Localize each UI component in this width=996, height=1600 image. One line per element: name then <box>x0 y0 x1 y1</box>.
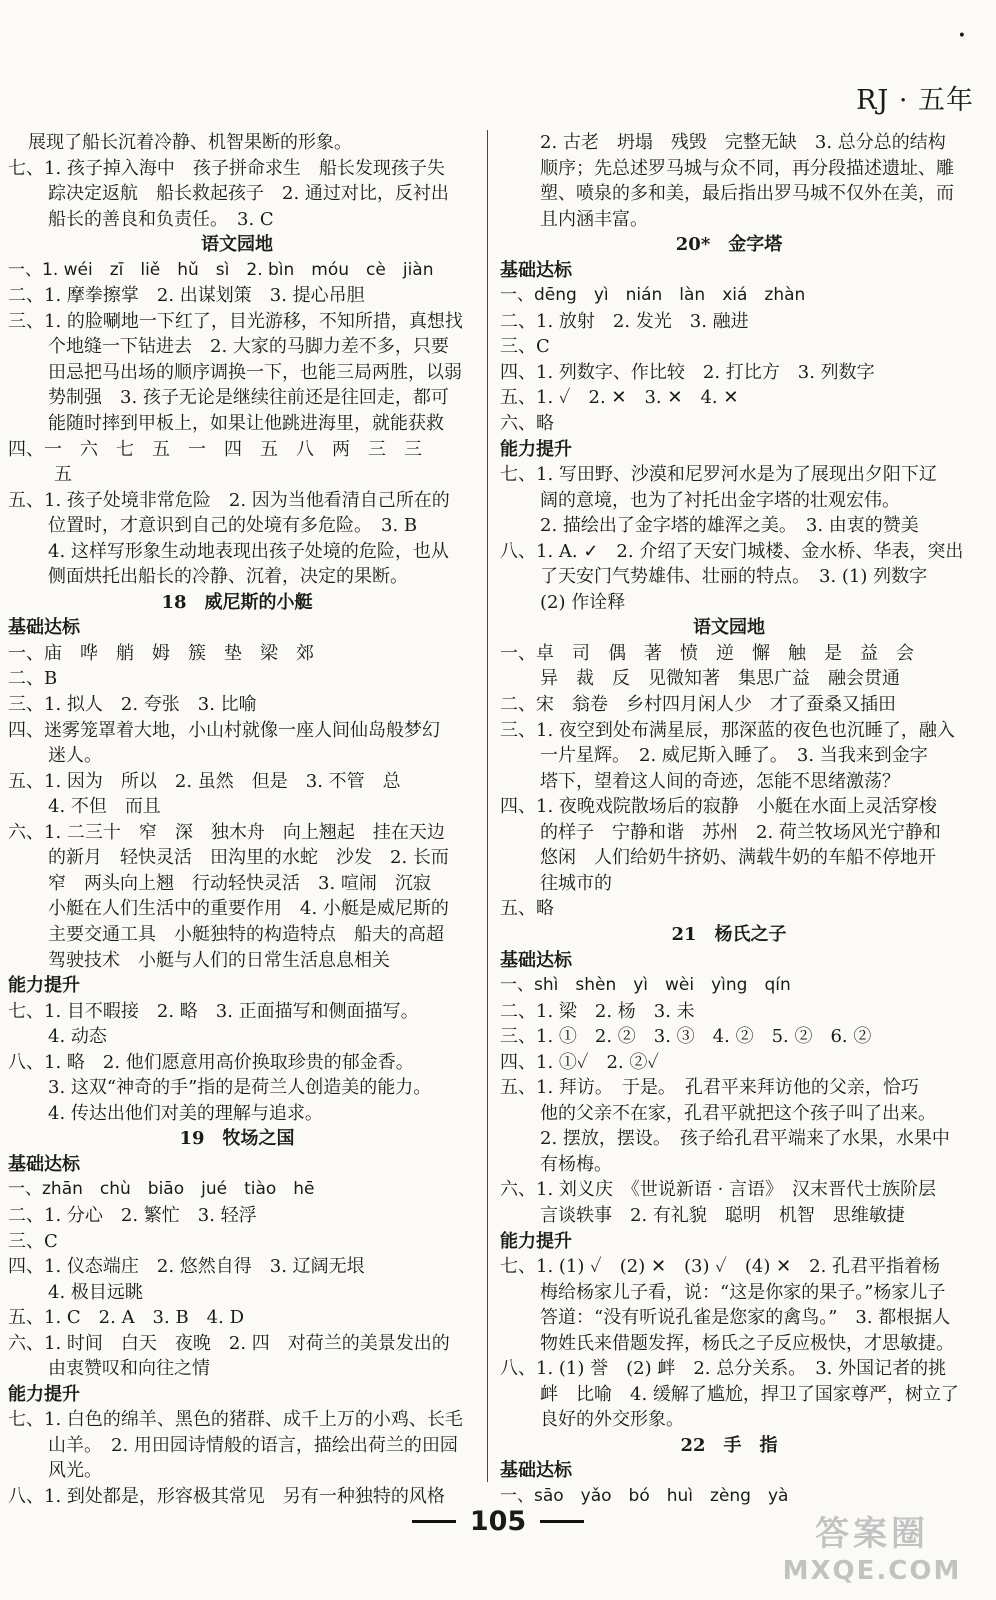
answer-line: 二、1. 分心 2. 繁忙 3. 轻浮 <box>8 1204 257 1226</box>
section-title: 20* 金字塔 <box>675 234 783 256</box>
answer-line: 异 裁 反 见微知著 集思广益 融会贯通 <box>540 668 900 690</box>
subsection-heading: 基础达标 <box>8 617 80 639</box>
answer-line: 四、1. ①✓ 2. ②✓ <box>500 1051 660 1073</box>
answer-line: 六、1. 时间 白天 夜晚 2. 四 对荷兰的美景发出的 <box>8 1332 450 1354</box>
answer-line: 一、zhān chù biāo jué tiào hē <box>8 1179 315 1200</box>
answer-line: 窄 两头向上翘 行动轻快灵活 3. 喧闹 沉寂 <box>48 872 431 894</box>
answer-line: 能随时摔到甲板上，如果让他跳进海里，就能获救 <box>48 413 444 435</box>
answer-line: 八、1. (1) 誉 (2) 衅 2. 总分关系。 3. 外国记者的挑 <box>500 1358 947 1380</box>
answer-line: 4. 传达出他们对美的理解与追求。 <box>48 1102 323 1124</box>
answer-line: 七、1. 白色的绵羊、黑色的猪群、成千上万的小鸡、长毛 <box>8 1409 463 1431</box>
answer-line: 2. 古老 坍塌 残毁 完整无缺 3. 总分总的结构 <box>540 132 946 153</box>
answer-line: 4. 不但 而且 <box>48 796 161 818</box>
answer-line: 五、1. ✓ 2. ✕ 3. ✕ 4. ✕ <box>500 387 739 409</box>
answer-line: 主要交通工具 小艇独特的构造特点 船夫的高超 <box>48 923 444 945</box>
answer-line: 悠闲 人们给奶牛挤奶、满载牛奶的车船不停地开 <box>540 847 936 869</box>
answer-line: 八、1. A. ✓ 2. 介绍了天安门城楼、金水桥、华表，突出 <box>500 540 964 562</box>
answer-line: 二、1. 梁 2. 杨 3. 未 <box>500 1000 695 1022</box>
section-title: 语文园地 <box>693 617 765 639</box>
answer-line: 势制强 3. 孩子无论是继续往前还是往回走，都可 <box>48 387 449 409</box>
answer-line: 五 <box>54 464 72 486</box>
subsection-heading: 基础达标 <box>8 1153 80 1175</box>
answer-line: 三、C <box>500 336 550 358</box>
answer-line: 田忌把马出场的顺序调换一下，也能三局两胜，以弱 <box>48 361 462 383</box>
answer-line: 塑、喷泉的多和美，最后指出罗马城不仅外在美，而 <box>540 183 954 205</box>
answer-line: 三、1. ① 2. ② 3. ③ 4. ② 5. ② 6. ② <box>500 1026 872 1048</box>
answer-line: 塔下，望着这人间的奇迹，怎能不思绪激荡？ <box>540 770 900 792</box>
answer-line: 4. 这样写形象生动地表现出孩子处境的危险，也从 <box>48 540 449 562</box>
page-number: 105 <box>469 1505 527 1537</box>
answer-line: 小艇在人们生活中的重要作用 4. 小艇是威尼斯的 <box>48 898 449 920</box>
answer-line: 梅给杨家儿子看，说：“这是你家的果子。”杨家儿子 <box>540 1281 946 1303</box>
answer-line: 二、B <box>8 668 58 690</box>
answer-line: 3. 这双“神奇的手”指的是荷兰人创造美的能力。 <box>48 1077 432 1099</box>
answer-line: 良好的外交形象。 <box>540 1409 684 1431</box>
answer-line: 四、1. 列数字、作比较 2. 打比方 3. 列数字 <box>500 361 875 383</box>
answer-line: 言谈轶事 2. 有礼貌 聪明 机智 思维敏捷 <box>540 1204 905 1226</box>
answer-line: 三、1. 夜空到处布满星辰，那深蓝的夜色也沉睡了，融入 <box>500 719 955 741</box>
answer-line: 二、1. 放射 2. 发光 3. 融进 <box>500 310 749 332</box>
answer-line: 侧面烘托出船长的冷静、沉着，决定的果断。 <box>48 566 408 588</box>
answer-line: 的新月 轻快灵活 田沟里的水蛇 沙发 2. 长而 <box>48 847 449 869</box>
corner-mark: • <box>957 28 966 44</box>
answer-line: 四、迷雾笼罩着大地，小山村就像一座人间仙岛般梦幻 <box>8 719 440 741</box>
column-divider <box>487 130 488 1482</box>
watermark-line1: 答案圈 <box>815 1514 929 1554</box>
answer-line: 三、1. 拟人 2. 夸张 3. 比喻 <box>8 694 257 716</box>
answer-line: 五、1. 因为 所以 2. 虽然 但是 3. 不管 总 <box>8 770 401 792</box>
answer-line: 二、宋 翁卷 乡村四月闲人少 才了蚕桑又插田 <box>500 694 896 716</box>
answer-line: 船长的善良和负责任。 3. C <box>48 208 274 230</box>
answer-line: 顺序；先总述罗马城与众不同，再分段描述遗址、雕 <box>540 157 954 179</box>
right-column <box>500 130 964 1510</box>
section-title: 19 牧场之国 <box>179 1128 295 1150</box>
answer-line: 踪决定返航 船长救起孩子 2. 通过对比，反衬出 <box>48 183 449 205</box>
answer-line: 驾驶技术 小艇与人们的日常生活息息相关 <box>48 949 390 971</box>
answer-line: 由衷赞叹和向往之情 <box>48 1358 210 1380</box>
answer-line: 一、1. wéi zī liě hǔ sì 2. bìn móu cè jiàn <box>8 259 434 280</box>
answer-line: 风光。 <box>48 1460 102 1482</box>
answer-line: 四、1. 夜晚戏院散场后的寂静 小艇在水面上灵活穿梭 <box>500 796 937 818</box>
answer-line: 五、1. 拜访。 于是。 孔君平来拜访他的父亲，恰巧 <box>500 1077 919 1099</box>
answer-line: 六、1. 刘义庆 《世说新语 · 言语》 汉末晋代士族阶层 <box>500 1179 937 1201</box>
left-column <box>8 130 466 1510</box>
subsection-heading: 能力提升 <box>500 1230 572 1252</box>
answer-line: 有杨梅。 <box>540 1153 612 1175</box>
answer-line: 一、庙 哗 艄 姆 簇 垫 梁 郊 <box>8 642 314 664</box>
section-title: 18 威尼斯的小艇 <box>161 591 313 613</box>
answer-line: 七、1. 目不暇接 2. 略 3. 正面描写和侧面描写。 <box>8 1000 419 1022</box>
subsection-heading: 基础达标 <box>500 949 572 971</box>
answer-line: 他的父亲不在家，孔君平就把这个孩子叫了出来。 <box>540 1102 936 1124</box>
answer-line: 七、1. (1) ✓ (2) ✕ (3) ✓ (4) ✕ 2. 孔君平指着杨 <box>500 1256 941 1278</box>
subsection-heading: 能力提升 <box>8 975 80 997</box>
answer-line: 四、一 六 七 五 一 四 五 八 两 三 三 <box>8 438 422 460</box>
answer-line: 二、1. 摩拳擦掌 2. 出谋划策 3. 提心吊胆 <box>8 285 365 307</box>
answer-line: 八、1. 略 2. 他们愿意用高价换取珍贵的郁金香。 <box>8 1051 414 1073</box>
subsection-heading: 能力提升 <box>500 438 572 460</box>
answer-line: 展现了船长沉着冷静、机智果断的形象。 <box>28 132 352 153</box>
section-title: 21 杨氏之子 <box>671 923 787 945</box>
answer-line: 2. 描绘出了金字塔的雄浑之美。 3. 由衷的赞美 <box>540 515 919 537</box>
answer-line: 2. 摆放，摆设。 孩子给孔君平端来了水果，水果中 <box>540 1128 950 1150</box>
answer-line: 答道：“没有听说孔雀是您家的禽鸟。” 3. 都根据人 <box>540 1307 951 1329</box>
answer-line: 五、1. C 2. A 3. B 4. D <box>8 1307 245 1329</box>
answer-line: 位置时，才意识到自己的处境有多危险。 3. B <box>48 515 418 537</box>
answer-line: 七、1. 孩子掉入海中 孩子拼命求生 船长发现孩子失 <box>8 157 445 179</box>
answer-line: 一、shì shèn yì wèi yìng qín <box>500 975 791 996</box>
answer-line: 往城市的 <box>540 872 612 894</box>
answer-line: 4. 极目远眺 <box>48 1281 143 1303</box>
answer-line: 个地缝一下钻进去 2. 大家的马脚力差不多，只要 <box>48 336 449 358</box>
footer-rule-left <box>412 1520 456 1523</box>
section-title: 22 手 指 <box>680 1434 778 1456</box>
answer-line: 阔的意境，也为了衬托出金字塔的壮观宏伟。 <box>540 489 900 511</box>
footer-rule-right <box>540 1520 584 1523</box>
watermark-line2: MXQE.COM <box>782 1556 962 1586</box>
subsection-heading: 能力提升 <box>8 1383 80 1405</box>
answer-line: 五、1. 孩子处境非常危险 2. 因为当他看清自己所在的 <box>8 489 450 511</box>
answer-line: 三、1. 的脸唰地一下红了，目光游移，不知所措，真想找 <box>8 310 463 332</box>
answer-line: 一、卓 司 偶 著 愤 逆 懈 触 是 益 会 <box>500 642 914 664</box>
answer-line: 且内涵丰富。 <box>540 208 648 230</box>
answer-line: 四、1. 仪态端庄 2. 悠然自得 3. 辽阔无垠 <box>8 1256 365 1278</box>
watermark-logo <box>772 1512 972 1594</box>
section-title: 语文园地 <box>201 234 273 256</box>
answer-line: 迷人。 <box>48 745 102 767</box>
page-header: RJ · 五年 <box>856 85 974 116</box>
answer-line: 山羊。 2. 用田园诗情般的语言，描绘出荷兰的田园 <box>48 1434 458 1456</box>
answer-line: 一片星辉。 2. 威尼斯入睡了。 3. 当我来到金字 <box>540 745 928 767</box>
answer-line: 一、dēng yì nián làn xiá zhàn <box>500 285 806 306</box>
subsection-heading: 基础达标 <box>500 1460 572 1482</box>
answer-line: 六、略 <box>500 413 554 435</box>
answer-line: 五、略 <box>500 898 554 920</box>
answer-line: 的样子 宁静和谐 苏州 2. 荷兰牧场风光宁静和 <box>540 821 941 843</box>
answer-line: 衅 比喻 4. 缓解了尴尬，捍卫了国家尊严，树立了 <box>540 1383 959 1405</box>
answer-line: 六、1. 二三十 窄 深 独木舟 向上翘起 挂在天边 <box>8 821 445 843</box>
answer-line: 七、1. 写田野、沙漠和尼罗河水是为了展现出夕阳下辽 <box>500 464 937 486</box>
answer-line: 八、1. 到处都是，形容极其常见 另有一种独特的风格 <box>8 1485 445 1507</box>
answer-line: 4. 动态 <box>48 1026 107 1048</box>
answer-line: 三、C <box>8 1230 58 1252</box>
answer-line: 物姓氏来借题发挥，杨氏之子反应极快，才思敏捷。 <box>540 1332 954 1354</box>
subsection-heading: 基础达标 <box>500 259 572 281</box>
answer-line: 一、sāo yǎo bó huì zèng yà <box>500 1485 789 1506</box>
answer-line: (2) 作诠释 <box>540 591 626 613</box>
answer-line: 了天安门气势雄伟、壮丽的特点。 3. (1) 列数字 <box>540 566 928 588</box>
